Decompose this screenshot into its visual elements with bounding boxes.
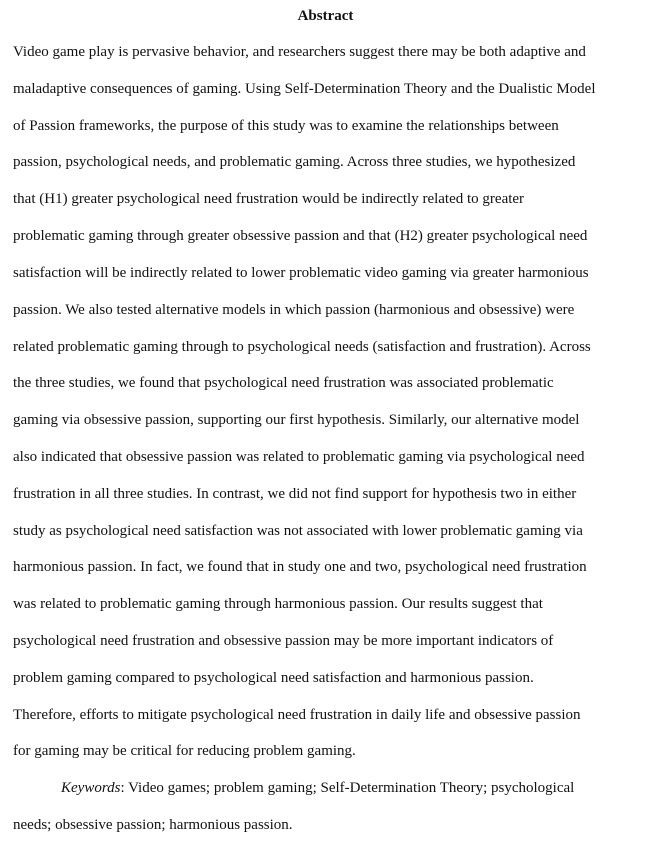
abstract-line: maladaptive consequences of gaming. Using Self-Determination Theory and the Dualistic Model [13,81,596,97]
abstract-line: Video game play is pervasive behavior, and researchers suggest there may be both adaptive and [13,44,586,60]
abstract-line: problematic gaming through greater obsessive passion and that (H2) greater psychological need [13,228,588,244]
abstract-line: passion. We also tested alternative models in which passion (harmonious and obsessive) were [13,302,575,318]
abstract-line: was related to problematic gaming through harmonious passion. Our results suggest that [13,596,543,612]
keywords-text-1: Video games; problem gaming; Self-Determination Theory; psychological [124,780,575,796]
abstract-line: psychological need frustration and obsessive passion may be more important indicators of [13,633,554,649]
abstract-line: problem gaming compared to psychological need satisfaction and harmonious passion. [13,670,534,686]
abstract-title: Abstract [297,8,354,24]
keywords-label: Keywords [61,780,121,796]
keywords-line-2: needs; obsessive passion; harmonious passion. [13,817,293,833]
abstract-line: for gaming may be critical for reducing problem gaming. [13,743,356,759]
abstract-line: study as psychological need satisfaction was not associated with lower problematic gaming via [13,523,583,539]
abstract-line: gaming via obsessive passion, supporting our first hypothesis. Similarly, our alternative model [13,412,580,428]
abstract-line: of Passion frameworks, the purpose of this study was to examine the relationships between [13,118,559,134]
abstract-line: related problematic gaming through to psychological needs (satisfaction and frustration). Across [13,339,591,355]
abstract-line: frustration in all three studies. In contrast, we did not find support for hypothesis two in either [13,486,577,502]
abstract-line: the three studies, we found that psychological need frustration was associated problematic [13,375,554,391]
abstract-line: harmonious passion. In fact, we found that in study one and two, psychological need frustration [13,559,587,575]
abstract-line: satisfaction will be indirectly related to lower problematic video gaming via greater harmonious [13,265,589,281]
abstract-line: that (H1) greater psychological need frustration would be indirectly related to greater [13,191,525,207]
keywords-line [61,778,574,798]
abstract-line: also indicated that obsessive passion was related to problematic gaming via psychological need [13,449,585,465]
keywords-separator: : [120,780,125,796]
abstract-line: Therefore, efforts to mitigate psychological need frustration in daily life and obsessive passion [13,707,581,723]
abstract-line: passion, psychological needs, and problematic gaming. Across three studies, we hypothesized [13,154,576,170]
